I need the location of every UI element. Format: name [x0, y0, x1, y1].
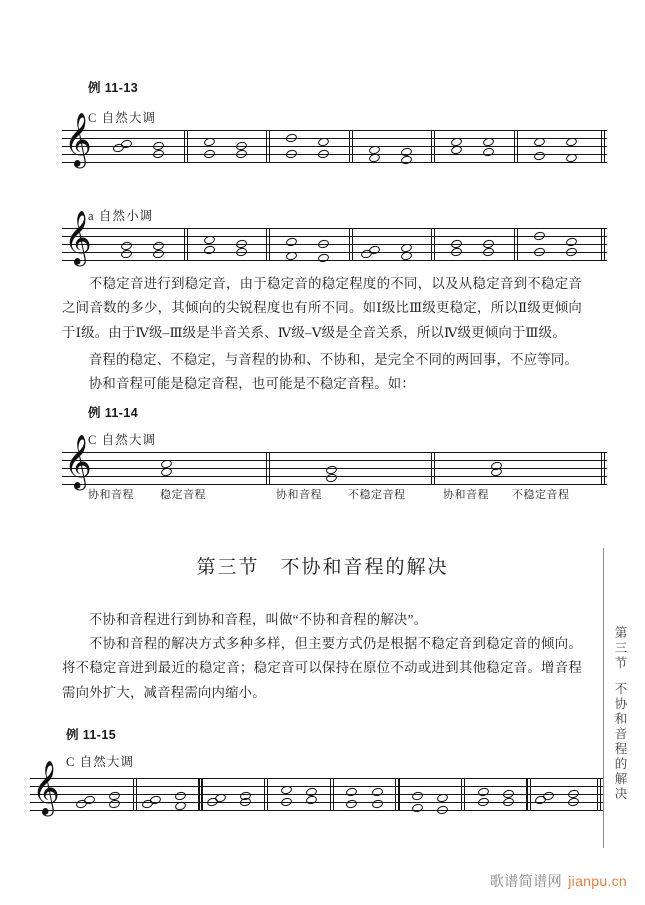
side-section-number: 第三节: [613, 626, 627, 671]
watermark-url: jianpu.cn: [568, 873, 627, 889]
barline: [431, 452, 432, 485]
example-label-11-13: 例 11-13: [88, 81, 139, 95]
barline: [184, 228, 185, 261]
caption-xiehe-3: 协和音程: [443, 489, 489, 501]
whole-note: [436, 805, 449, 815]
final-barline: [601, 228, 602, 261]
final-barline: [601, 130, 602, 163]
final-barline: [597, 778, 598, 811]
treble-clef-icon: 𝄞: [64, 434, 92, 489]
paragraph-1-text: 不稳定音进行到稳定音，由于稳定音的稳定程度的不同，以及从稳定音到不稳定音之间音数的多少，其倾向的尖锐程度也有所不同。如Ⅰ级比Ⅲ级更稳定，所以Ⅱ级更倾向于Ⅰ级。由于Ⅳ级–Ⅲ级是半音关系、Ⅳ级–Ⅴ级是全音关系，所以Ⅳ级更倾向于Ⅲ级。: [62, 276, 582, 340]
barline: [264, 778, 265, 811]
barline: [266, 228, 267, 261]
barline: [266, 452, 267, 485]
caption-buwending-2: 不稳定音程: [512, 489, 570, 501]
paragraph-2-text: 音程的稳定、不稳定，与音程的协和、不协和，是完全不同的两回事，不应等同。: [88, 352, 579, 367]
barline: [349, 130, 350, 163]
final-barline: [601, 452, 602, 485]
barline: [526, 778, 527, 811]
key-label-a-minor: a 自然小调: [88, 209, 154, 223]
staff-lines: [62, 228, 607, 260]
section-title-text: 不协和音程的解决: [280, 557, 449, 578]
barline: [266, 130, 267, 163]
watermark: [490, 871, 627, 891]
barline: [431, 228, 432, 261]
example-label-11-14: 例 11-14: [88, 406, 139, 420]
paragraph-3: [62, 372, 582, 396]
barline: [431, 130, 432, 163]
section-number: 第三节: [196, 557, 260, 578]
paragraph-1: [62, 272, 582, 345]
paragraph-2: [62, 348, 582, 372]
barline: [198, 778, 199, 811]
barline: [133, 778, 134, 811]
barline: [514, 228, 515, 261]
paragraph-5: [62, 632, 582, 705]
whole-note: [317, 253, 330, 263]
caption-xiehe-1: 协和音程: [88, 489, 134, 501]
caption-xiehe-2: 协和音程: [276, 489, 322, 501]
barline: [349, 228, 350, 261]
side-section-title: 不协和音程的解决: [613, 682, 627, 803]
paragraph-5-text: 不协和音程的解决方式多种多样，但主要方式仍是根据不稳定音到稳定音的倾向。将不稳定音进到最近的稳定音；稳定音可以保持在原位不动或进到其他稳定音。增音程需向外扩大，减音程需向内缩小。: [62, 636, 582, 700]
key-label-c-major-1: C 自然大调: [88, 111, 157, 125]
barline: [514, 130, 515, 163]
paragraph-3-text: 协和音程可能是稳定音程，也可能是不稳定音程。如：: [88, 376, 415, 391]
barline: [461, 778, 462, 811]
side-running-head-text: [611, 548, 629, 848]
barline: [330, 778, 331, 811]
caption-wending-1: 稳定音程: [160, 489, 206, 501]
example-label-11-15: 例 11-15: [66, 728, 117, 742]
watermark-site-name: 歌谱简谱网: [489, 875, 563, 890]
treble-clef-icon: 𝄞: [32, 760, 60, 815]
section-heading: [0, 552, 645, 579]
paragraph-4: [62, 608, 582, 632]
treble-clef-icon: 𝄞: [64, 210, 92, 265]
side-running-head: [603, 548, 629, 848]
whole-note: [411, 803, 424, 813]
key-label-c-major-3: C 自然大调: [66, 755, 135, 769]
caption-buwending-1: 不稳定音程: [348, 489, 406, 501]
staff-lines: [62, 130, 607, 162]
paragraph-4-text: 不协和音程进行到协和音程，叫做“不协和音程的解决”。: [88, 612, 428, 627]
barline: [395, 778, 396, 811]
treble-clef-icon: 𝄞: [64, 112, 92, 167]
key-label-c-major-2: C 自然大调: [88, 433, 157, 447]
barline: [184, 130, 185, 163]
